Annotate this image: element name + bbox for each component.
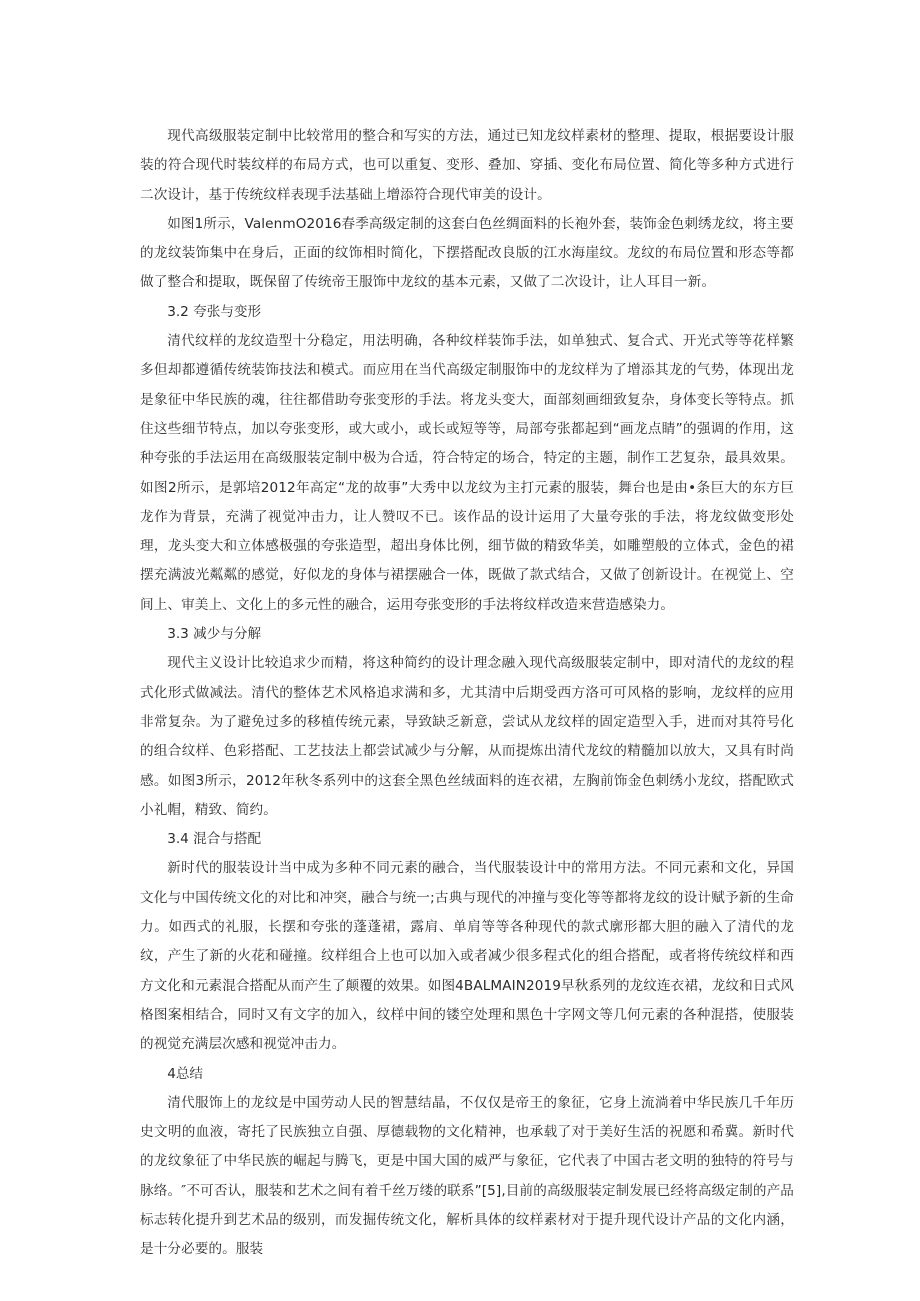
paragraph-figure-1: 如图1所示，ValenmO2016春季高级定制的这套白色丝绸面料的长袍外套，装饰金色刺绣龙纹，将主要的龙纹装饰集中在身后，正面的纹饰相时简化，下摆搭配改良版的江水海崖纹。龙纹的布局位置和形态等都做了整合和提取，既保留了传统帝王服饰中龙纹的基本元素，又做了二次设计，让人耳目一新。 — [140, 215, 794, 291]
body-text — [140, 122, 794, 1265]
paragraph-summary: 清代服饰上的龙纹是中国劳动人民的智慧结晶，不仅仅是帝王的象征，它身上流淌着中华民族几千年历史文明的血液，寄托了民族独立自强、厚德载物的文化精神，也承载了对于美好生活的祝愿和希冀。新时代的龙纹象征了中华民族的崛起与腾飞，更是中国大国的威严与象征，它代表了中国古老文明的独特的符号与脉络。″不可否认，服装和艺术之间有着千丝万缕的联系”[5],目前的高级服装定制发展已经将高级定制的产品标志转化提升到艺术品的级别，而发掘传统文化，解析具体的纹样素材对于提升现代设计产品的文化内涵，是十分必要的。服装 — [140, 1094, 794, 1258]
section-heading-3-2: 3.2 夸张与变形 — [167, 303, 262, 320]
paragraph-exaggeration: 清代纹样的龙纹造型十分稳定，用法明确，各种纹样装饰手法，如单独式、复合式、开光式等等花样繁多但却都遵循传统装饰技法和模式。而应用在当代高级定制服饰中的龙纹样为了增添其龙的气势，体现出龙是象征中华民族的魂，往往都借助夸张变形的手法。将龙头变大，面部刻画细致复杂，身体变长等特点。抓住这些细节特点，加以夸张变形，或大或小，或长或短等等，局部夸张都起到“画龙点睛”的强调的作用，这种夸张的手法运用在高级服装定制中极为合适，符合特定的场合，特定的主题，制作工艺复杂，最具效果。如图2所示，是郭培2012年高定“龙的故事”大秀中以龙纹为主打元素的服装，舞台也是由•条巨大的东方巨龙作为背景，充满了视觉冲击力，让人赞叹不已。该作品的设计运用了大量夸张的手法，将龙纹做变形处理，龙头变大和立体感极强的夸张造型，超出身体比例，细节做的精致华美，如雕塑般的立体式，金色的裙摆充满波光粼粼的感觉，好似龙的身体与裙摆融合一体，既做了款式结合，又做了创新设计。在视觉上、空间上、审美上、文化上的多元性的融合，运用夸张变形的手法将纹样改造来营造感染力。 — [140, 333, 794, 613]
section-heading-3-3: 3.3 减少与分解 — [167, 626, 262, 643]
paragraph-integration-method: 现代高级服装定制中比较常用的整合和写实的方法，通过已知龙纹样素材的整理、提取，根据要设计服装的符合现代时装纹样的布局方式，也可以重复、变形、叠加、穿插、变化布局位置、简化等多种方式进行二次设计，基于传统纹样表现手法基础上增添符合现代审美的设计。 — [140, 128, 794, 203]
paragraph-reduction: 现代主义设计比较追求少而精，将这种简约的设计理念融入现代高级服装定制中，即对清代的龙纹的程式化形式做减法。清代的整体艺术风格追求满和多，尤其清中后期受西方洛可可风格的影响，龙纹样的应用非常复杂。为了避免过多的移植传统元素，导致缺乏新意，尝试从龙纹样的固定造型入手，进而对其符号化的组合纹样、色彩搭配、工艺技法上都尝试减少与分解，从而提炼出清代龙纹的精髓加以放大，又具有时尚感。如图3所示，2012年秋冬系列中的这套全黑色丝绒面料的连衣裙，左胸前饰金色刺绣小龙纹，搭配欧式小礼帽，精致、简约。 — [140, 655, 794, 818]
paragraph-mixing: 新时代的服装设计当中成为多种不同元素的融合，当代服装设计中的常用方法。不同元素和文化，异国文化与中国传统文化的对比和冲突，融合与统一;古典与现代的冲撞与变化等等都将龙纹的设计赋予新的生命力。如西式的礼服，长摆和夸张的蓬蓬裙，露肩、单肩等等各种现代的款式廓形都大胆的融入了清代的龙纹，产生了新的火花和碰撞。纹样组合上也可以加入或者减少很多程式化的组合搭配，或者将传统纹样和西方文化和元素混合搭配从而产生了颠覆的效果。如图4BALMAIN2019早秋系列的龙纹连衣裙，龙纹和日式风格图案相结合，同时又有文字的加入，纹样中间的镂空处理和黑色十字网文等几何元素的各种混搭，使服装的视觉充满层次感和视觉冲击力。 — [140, 860, 794, 1053]
section-heading-4: 4总结 — [167, 1065, 204, 1082]
section-heading-3-4: 3.4 混合与搭配 — [167, 831, 262, 848]
